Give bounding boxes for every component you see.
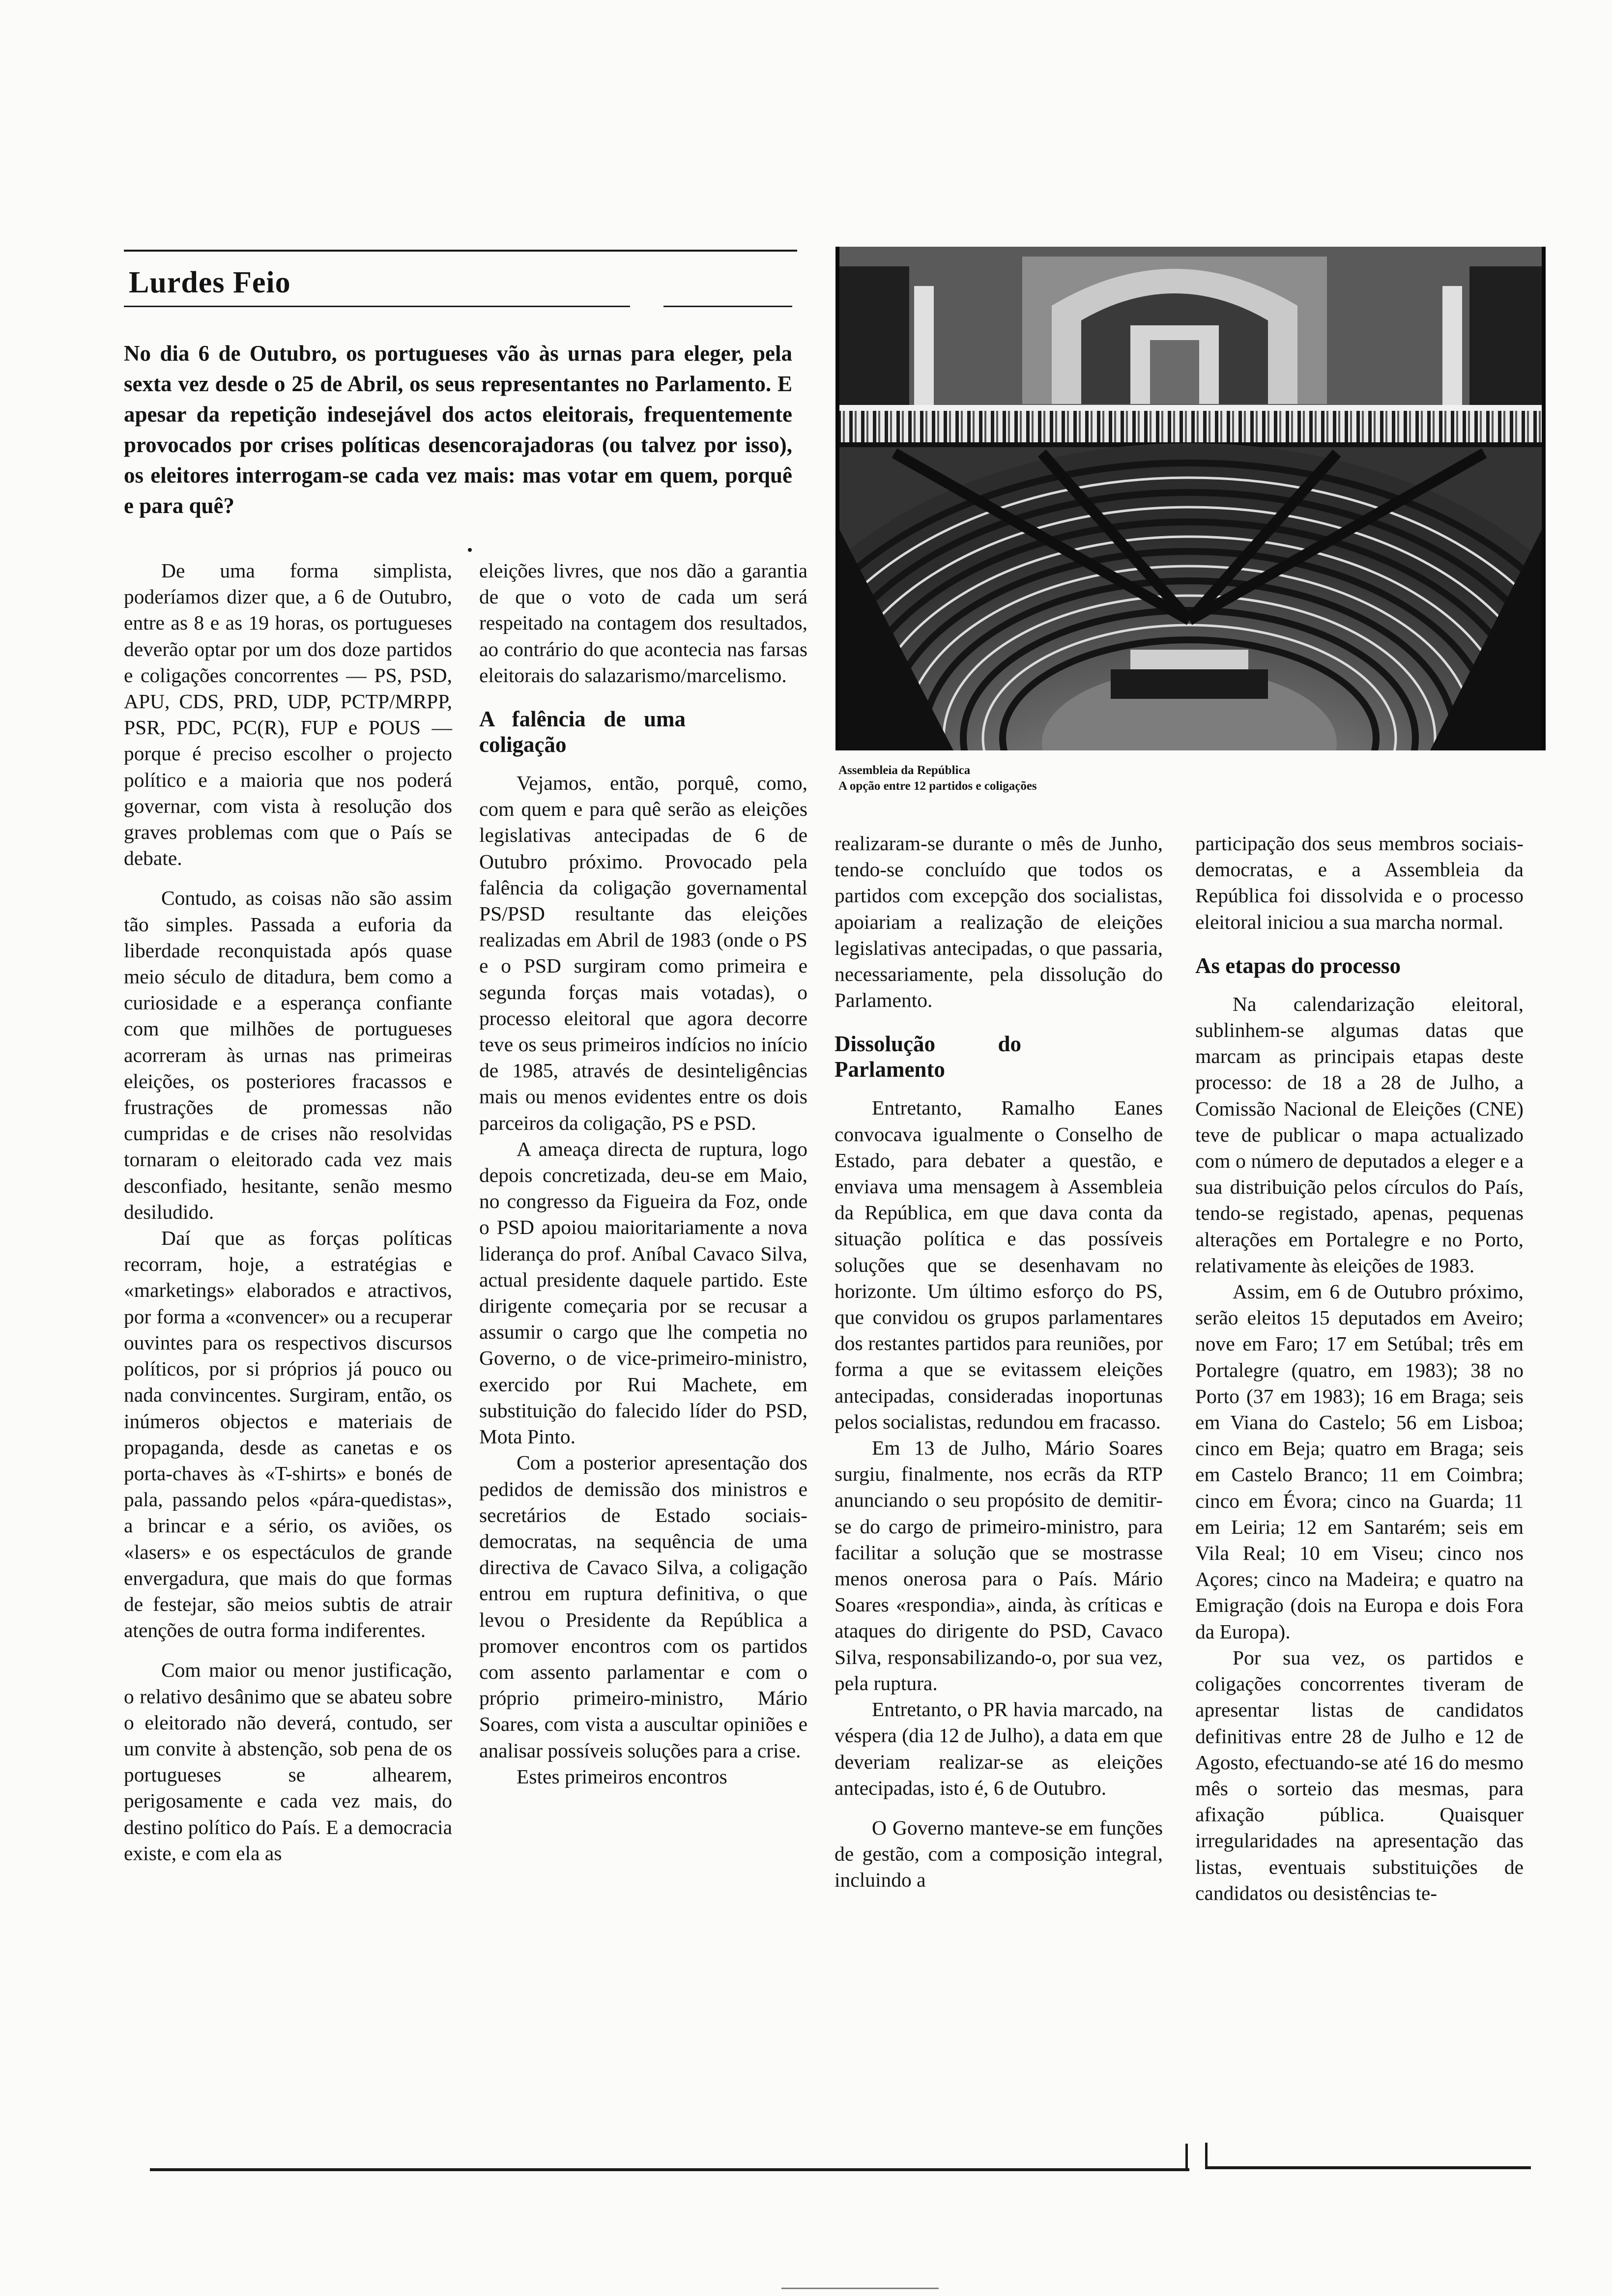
- scan-mark-bottom: [781, 2288, 939, 2289]
- col2-subheading: A falência de uma coligação: [479, 707, 686, 757]
- parliament-chamber-image: [835, 247, 1546, 750]
- footer-tick-left: [1185, 2144, 1188, 2171]
- col4-subheading: As etapas do processo: [1195, 953, 1401, 978]
- footer-tick-right: [1205, 2143, 1208, 2169]
- header-rule-right: [663, 306, 792, 307]
- col3-subheading: Dissolução do Parlamento: [835, 1032, 1021, 1082]
- col4-paragraph-1: participação dos seus membros sociais-democratas, e a Assembleia da República foi dissolvida e o processo eleitoral iniciou a sua marcha normal.: [1195, 832, 1524, 933]
- footer-rule-right: [1207, 2166, 1531, 2169]
- col1-paragraph-3: Daí que as forças políticas recorram, hoje, a estratégias e «marketings» elaborados e atractivos, por forma a «convencer» ou a recuperar ouvintes para os respectivos discursos políticos, por si próprios já pouco ou nada convincentes. Surgiram, então, os inúmeros objectos e materiais de propaganda, desde as canetas e os porta-chaves às «T-shirts» e bonés de pala, passando pelos «pára-quedistas», a brincar e a sério, os aviões, os «lasers» e os espectáculos de grande envergadura, que mais do que formas de festejar, são meios subtis de atrair atenções de outra forma indiferentes.: [124, 1227, 452, 1642]
- col3-paragraph-3: Em 13 de Julho, Mário Soares surgiu, finalmente, nos ecrãs da RTP anunciando o seu propósito de demitir-se do cargo de primeiro-ministro, para facilitar a solução que se mostrasse menos onerosa para o País. Mário Soares «respondia», ainda, às críticas e ataques do dirigente do PSD, Cavaco Silva, responsabilizando-o, por sua vez, pela ruptura.: [835, 1436, 1163, 1694]
- header-rule-left: [124, 250, 797, 252]
- col3-paragraph-2: Entretanto, Ramalho Eanes convocava igualmente o Conselho de Estado, para debater a questão, e enviava uma mensagem à Assembleia da República, em que dava conta da situação política e das possíveis soluções que se desenhavam no horizonte. Um último esforço do PS, que convidou os grupos parlamentares dos restantes partidos para reuniões, por forma a que se evitassem eleições antecipadas, consideradas inoportunas pelos socialistas, redundou em fracasso.: [835, 1096, 1163, 1433]
- author-byline: Lurdes Feio: [129, 266, 291, 299]
- col2-paragraph-2: Vejamos, então, porquê, como, com quem e para quê serão as eleições legislativas antecipadas de 6 de Outubro próximo. Provocado pela falência da coligação governamental PS/PSD resultante das eleições realizadas em Abril de 1983 (onde o PS e o PSD surgiram como primeira e segunda forças mais votadas), o processo eleitoral que agora decorre teve os seus primeiros indícios no início de 1985, através de desinteligências mais ou menos evidentes entre os dois parceiros da coligação, PS e PSD.: [479, 772, 807, 1134]
- col4-paragraph-2: Na calendarização eleitoral, sublinhem-se algumas datas que marcam as principais etapas deste processo: de 18 a 28 de Julho, a Comissão Nacional de Eleições (CNE) teve de publicar o mapa actualizado com o número de deputados a eleger e a sua distribuição pelos círculos do País, tendo-se registado, apenas, pequenas alterações em Portalegre e no Porto, relativamente às eleições de 1983.: [1195, 992, 1524, 1277]
- col3-paragraph-5: O Governo manteve-se em funções de gestão, com a composição integral, incluindo a: [835, 1816, 1163, 1892]
- author-underline: [124, 306, 630, 307]
- footer-rule-left: [150, 2168, 1189, 2171]
- col1-paragraph-1: De uma forma simplista, poderíamos dizer que, a 6 de Outubro, entre as 8 e as 19 horas, os portugueses deverão optar por um dos doze partidos e coligações concorrentes — PS, PSD, APU, CDS, PRD, UDP, PCTP/MRPP, PSR, PDC, PC(R), FUP e POUS — porque é preciso escolher o projecto político e a maioria que nos poderá governar, com vista à resolução dos graves problemas com que o País se debate.: [124, 559, 452, 870]
- photo-caption: [838, 763, 1037, 794]
- text-column-1: [124, 558, 452, 1866]
- photo-caption-title: Assembleia da República: [838, 764, 971, 777]
- text-column-3: [835, 831, 1163, 1894]
- parliament-photo: [835, 247, 1546, 750]
- col3-paragraph-4: Entretanto, o PR havia marcado, na véspera (dia 12 de Julho), a data em que deveriam realizar-se as eleições antecipadas, isto é, 6 de Outubro.: [835, 1698, 1163, 1799]
- col4-paragraph-3: Assim, em 6 de Outubro próximo, serão eleitos 15 deputados em Aveiro; nove em Faro; 17 em Setúbal; três em Portalegre (quatro, em 1983); 38 no Porto (37 em 1983); 16 em Braga; seis em Viana do Castelo; 56 em Lisboa; cinco em Beja; quatro em Braga; seis em Castelo Branco; 11 em Coimbra; cinco em Évora; cinco na Guarda; 11 em Leiria; 12 em Santarém; seis em Vila Real; 10 em Viseu; cinco nos Açores; cinco na Madeira; e quatro na Emigração (dois na Europa e dois Fora da Europa).: [1195, 1280, 1524, 1643]
- col3-paragraph-1: realizaram-se durante o mês de Junho, tendo-se concluído que todos os partidos com excepção dos socialistas, apoiariam a realização de eleições legislativas antecipadas, o que passaria, necessariamente, pela dissolução do Parlamento.: [835, 832, 1163, 1012]
- column-marker: [468, 548, 472, 552]
- text-column-2: [479, 558, 807, 1790]
- col1-paragraph-2: Contudo, as coisas não são assim tão simples. Passada a euforia da liberdade reconquistada após quase meio século de ditadura, bem como a curiosidade e a esperança confiante com que milhões de portugueses acorreram às urnas nas primeiras eleições, os posteriores fracassos e frustrações de promessas não cumpridas e de crises não resolvidas tornaram o eleitorado cada vez mais desconfiado, hesitante, senão mesmo desiludido.: [124, 887, 452, 1223]
- col2-paragraph-5: Estes primeiros encontros: [517, 1765, 727, 1788]
- text-column-4: [1195, 831, 1524, 1906]
- col2-paragraph-4: Com a posterior apresentação dos pedidos de demissão dos ministros e secretários de Estado sociais-democratas, na sequência de uma directiva de Cavaco Silva, a coligação entrou em ruptura definitiva, o que levou o Presidente da República a promover encontros com os partidos com assento parlamentar e com o próprio primeiro-ministro, Mário Soares, com vista a auscultar opiniões e analisar possíveis soluções para a crise.: [479, 1451, 807, 1762]
- col2-paragraph-3: A ameaça directa de ruptura, logo depois concretizada, deu-se em Maio, no congresso da Figueira da Foz, onde o PSD apoiou maioritariamente a nova liderança do prof. Aníbal Cavaco Silva, actual presidente daquele partido. Este dirigente começaria por se recusar a assumir o cargo que lhe competia no Governo, o de vice-primeiro-ministro, exercido por Rui Machete, em substituição do falecido líder do PSD, Mota Pinto.: [479, 1137, 807, 1448]
- article-lead: No dia 6 de Outubro, os portugueses vão às urnas para eleger, pela sexta vez desde o 25 de Abril, os seus representantes no Parlamento. E apesar da repetição indesejável dos actos eleitorais, frequentemente provocados por crises políticas desencorajadoras (ou talvez por isso), os eleitores interrogam-se cada vez mais: mas votar em quem, porquê e para quê?: [124, 341, 792, 518]
- col4-paragraph-4: Por sua vez, os partidos e coligações concorrentes tiveram de apresentar listas de candidatos definitivas entre 28 de Julho e 12 de Agosto, efectuando-se até 16 do mesmo mês o sorteio das mesmas, para afixação pública. Quaisquer irregularidades na apresentação das listas, eventuais substituições de candidatos ou desistências te-: [1195, 1646, 1524, 1904]
- col1-paragraph-4: Com maior ou menor justificação, o relativo desânimo que se abateu sobre o eleitorado não deverá, contudo, ser um convite à abstenção, sob pena de os portugueses se alhearem, perigosamente e cada vez mais, do destino político do País. E a democracia existe, e com ela as: [124, 1659, 452, 1865]
- photo-caption-text: A opção entre 12 partidos e coligações: [838, 779, 1037, 793]
- col2-paragraph-1: eleições livres, que nos dão a garantia de que o voto de cada um será respeitado na contagem dos resultados, ao contrário do que acontecia nas farsas eleitorais do salazarismo/marcelismo.: [479, 559, 807, 687]
